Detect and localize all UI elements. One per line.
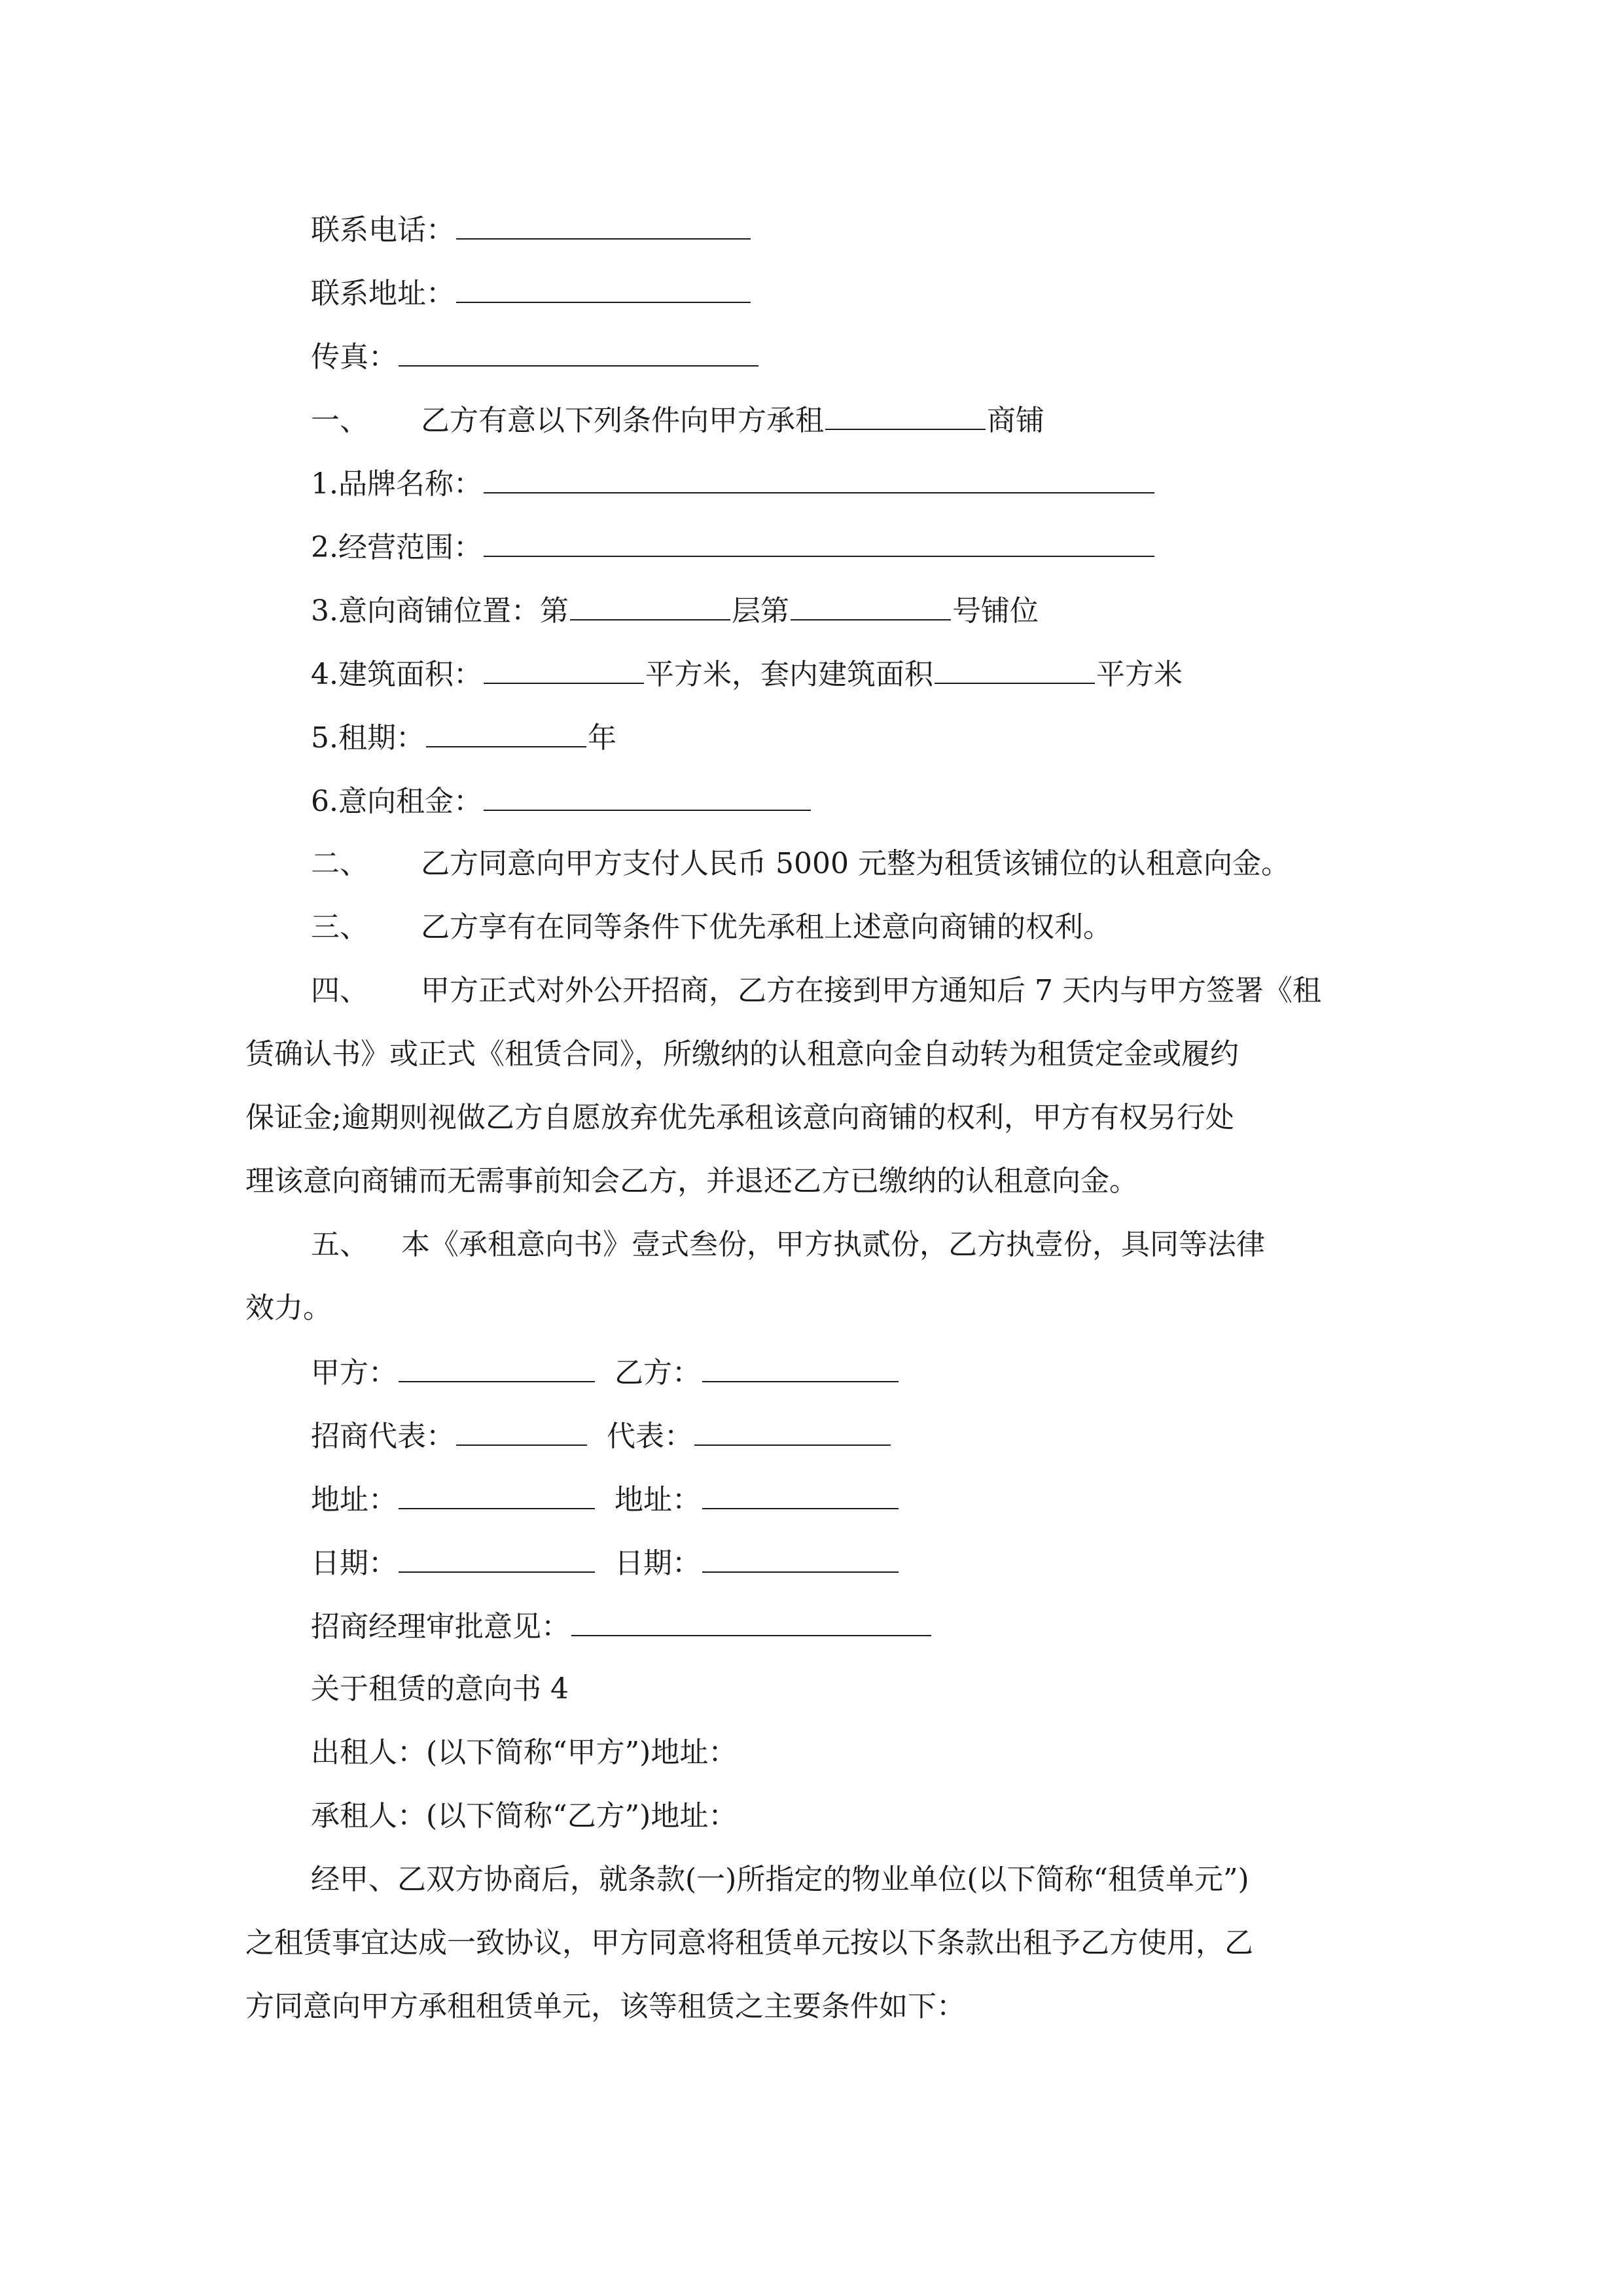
signature-address-line [311,1479,900,1518]
clause5-text-2: 效力。 [245,1291,332,1325]
clause3-number: 三、 [311,910,368,944]
clause4-text-1: 甲方正式对外公开招商，乙方在接到甲方通知后 7 天内与甲方签署《租 [421,974,1321,1007]
signature-date-a-blank [399,1543,595,1573]
clause4-line1 [311,971,1321,1011]
item-floor-blank [570,590,730,620]
clause5-line2 [245,1289,332,1328]
next-doc-para-line3 [245,1987,965,2026]
clause4-text-3: 保证金;逾期则视做乙方自愿放弃优先承租该意向商铺的权利，甲方有权另行处 [245,1101,1234,1134]
next-doc-para-line1 [311,1860,1249,1899]
item-term-label-a: 5.租期： [311,721,425,755]
contact-address-blank [456,273,751,303]
item-rent-label: 6.意向租金： [311,785,482,818]
clause1-line [311,400,1044,439]
item-scope-blank [484,527,1154,557]
item-area-label-b: 平方米，套内建筑面积 [645,658,933,691]
signature-party-a-label: 甲方： [311,1356,397,1390]
next-doc-title: 关于租赁的意向书 4 [311,1672,569,1706]
contact-phone-blank [456,209,751,240]
clause5-number: 五、 [311,1228,368,1261]
next-doc-lessee: 承租人：(以下简称“乙方”)地址： [311,1799,738,1833]
next-doc-para-3: 方同意向甲方承租租赁单元，该等租赁之主要条件如下： [245,1990,965,2023]
item-brand-label: 1.品牌名称： [311,467,482,501]
signature-party-b-blank [702,1352,899,1382]
signature-manager-label: 招商经理审批意见： [311,1610,570,1643]
item-net-area-blank [935,654,1095,684]
item-scope-line [311,527,1156,566]
contact-address-line [311,273,752,312]
item-term-blank [426,717,586,747]
signature-address-a-blank [399,1479,595,1509]
clause4-number: 四、 [311,974,368,1007]
clause1-number: 一、 [311,404,368,437]
clause3-text: 乙方享有在同等条件下优先承租上述意向商铺的权利。 [421,910,1112,944]
signature-date-b-label: 日期： [615,1547,701,1580]
item-location-label-c: 号铺位 [952,594,1039,628]
signature-rep-line [311,1416,892,1455]
signature-date-a-label: 日期： [311,1547,397,1580]
contact-address-label: 联系地址： [311,277,455,310]
next-doc-para-2: 之租赁事宜达成一致协议，甲方同意将租赁单元按以下条款出租予乙方使用，乙 [245,1926,1253,1960]
signature-address-a-label: 地址： [311,1483,397,1516]
item-location-label-b: 层第 [731,594,789,628]
clause5-text-1: 本《承租意向书》壹式叁份，甲方执贰份，乙方执壹份，具同等法律 [401,1228,1265,1261]
next-doc-para-1: 经甲、乙双方协商后，就条款(一)所指定的物业单位(以下简称“租赁单元”) [311,1863,1249,1896]
item-brand-blank [484,463,1154,493]
item-unit-blank [791,590,951,620]
contact-phone-line [311,209,752,249]
signature-address-b-label: 地址： [615,1483,701,1516]
contact-fax-label: 传真： [311,340,397,374]
contact-fax-line [311,336,760,376]
item-term-line [311,717,616,757]
item-rent-blank [484,781,811,811]
item-rent-line [311,781,812,820]
item-scope-label: 2.经营范围： [311,531,482,564]
contact-phone-label: 联系电话： [311,213,455,247]
item-location-line [311,590,1039,630]
item-area-line [311,654,1183,693]
signature-rep-b-blank [694,1416,891,1446]
signature-rep-a-label: 招商代表： [311,1420,455,1453]
next-doc-lessee-line [311,1797,737,1836]
signature-party-line [311,1352,900,1391]
clause2-number: 二、 [311,847,368,880]
clause5-line1 [311,1225,1265,1265]
item-term-label-b: 年 [587,721,616,755]
signature-manager-blank [571,1606,931,1636]
signature-address-b-blank [702,1479,899,1509]
signature-rep-b-label: 代表： [607,1420,693,1453]
clause2-text: 乙方同意向甲方支付人民币 5000 元整为租赁该铺位的认租意向金。 [421,847,1290,880]
next-doc-para-line2 [245,1924,1253,1963]
item-area-label-a: 4.建筑面积： [311,658,482,691]
clause1-text-a: 乙方有意以下列条件向甲方承租 [421,404,824,437]
clause1-text-b: 商铺 [987,404,1044,437]
contact-fax-blank [399,336,758,367]
next-doc-lessor: 出租人：(以下简称“甲方”)地址： [311,1736,738,1769]
clause1-shop-blank [825,400,986,430]
item-gross-area-blank [484,654,644,684]
signature-date-line [311,1543,900,1582]
clause4-line4 [245,1162,1138,1201]
clause4-line2 [245,1035,1239,1074]
signature-date-b-blank [702,1543,899,1573]
clause4-line3 [245,1098,1234,1138]
signature-manager-line [311,1606,933,1645]
clause3-line [311,908,1112,947]
signature-rep-a-blank [456,1416,587,1446]
clause4-text-2: 赁确认书》或正式《租赁合同》，所缴纳的认租意向金自动转为租赁定金或履约 [245,1037,1239,1071]
next-doc-lessor-line [311,1733,737,1772]
item-brand-line [311,463,1156,503]
next-doc-title-line [311,1670,569,1709]
clause4-text-4: 理该意向商铺而无需事前知会乙方，并退还乙方已缴纳的认租意向金。 [245,1164,1138,1198]
item-area-label-c: 平方米 [1096,658,1183,691]
item-location-label-a: 3.意向商铺位置：第 [311,594,569,628]
clause2-line [311,844,1290,884]
signature-party-b-label: 乙方： [615,1356,701,1390]
signature-party-a-blank [399,1352,595,1382]
